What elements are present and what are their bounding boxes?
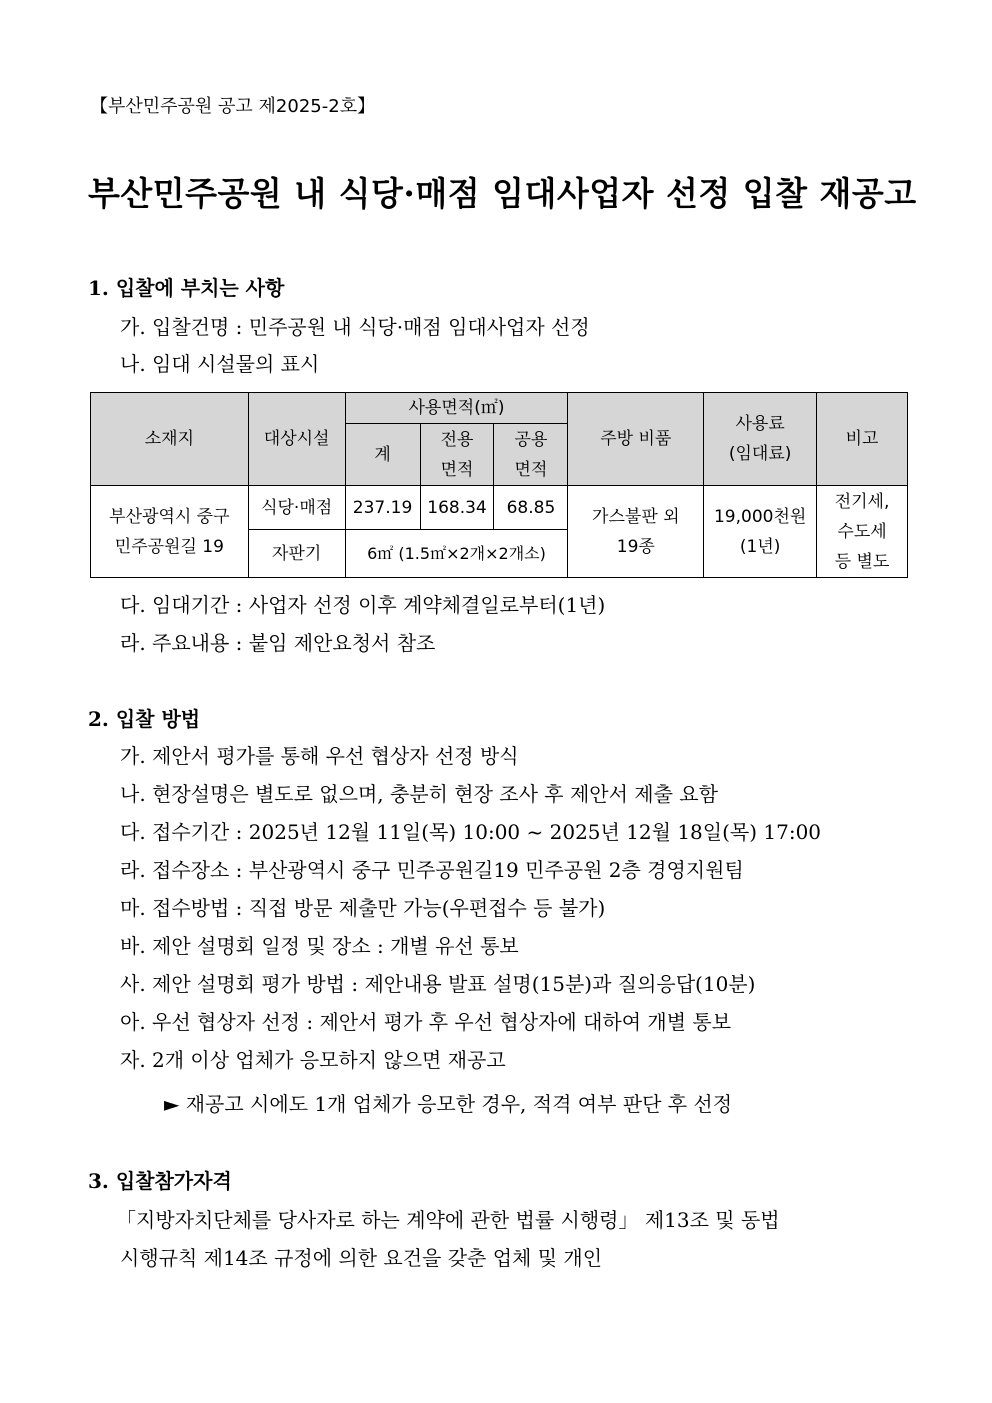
cell-fee <box>704 486 817 578</box>
section1-item-ra: 라. 주요내용 : 붙임 제안요청서 참조 <box>120 631 436 655</box>
section1-item-da: 다. 임대기간 : 사업자 선정 이후 계약체결일로부터(1년) <box>120 593 606 617</box>
cell-fee-line2: (1년) <box>739 536 781 557</box>
section2-item-da: 다. 접수기간 : 2025년 12월 11일(목) 10:00 ~ 2025년 12월 18일(목) 17:00 <box>120 820 822 844</box>
section2-item-ja-note: ► 재공고 시에도 1개 업체가 응모한 경우, 적격 여부 판단 후 선정 <box>164 1092 733 1116</box>
lease-facility-table <box>90 392 908 578</box>
cell-common-area: 68.85 <box>494 486 568 530</box>
page-title: 부산민주공원 내 식당·매점 임대사업자 선정 입찰 재공고 <box>88 174 917 213</box>
notice-number: 【부산민주공원 공고 제2025-2호】 <box>90 96 376 117</box>
cell-note-line2: 수도세 <box>837 521 887 542</box>
cell-kitchen-line2: 19종 <box>616 536 655 557</box>
header-common-line1: 공용 <box>514 429 548 450</box>
section2-item-sa: 사. 제안 설명회 평가 방법 : 제안내용 발표 설명(15분)과 질의응답(10분) <box>120 972 756 996</box>
header-common <box>494 424 568 486</box>
cell-location <box>91 486 249 578</box>
cell-location-line1: 부산광역시 중구 <box>109 506 230 527</box>
cell-note-line3: 등 별도 <box>834 551 890 572</box>
cell-fee-line1: 19,000천원 <box>713 506 807 527</box>
section1-heading: 1. 입찰에 부치는 사항 <box>88 276 285 300</box>
section2-item-na: 나. 현장설명은 별도로 없으며, 충분히 현장 조사 후 제안서 제출 요함 <box>120 782 718 806</box>
header-fee-line1: 사용료 <box>735 414 785 434</box>
section1-item-na: 나. 임대 시설물의 표시 <box>120 352 320 376</box>
header-exclusive-line1: 전용 <box>440 429 474 450</box>
section2-item-ga: 가. 제안서 평가를 통해 우선 협상자 선정 방식 <box>120 744 519 768</box>
header-fee <box>704 393 817 486</box>
header-common-line2: 면적 <box>514 459 548 480</box>
cell-note-line1: 전기세, <box>834 491 890 512</box>
header-fee-line2: (임대료) <box>728 444 792 464</box>
cell-kitchen <box>568 486 704 578</box>
cell-location-line2: 민주공원길 19 <box>114 536 224 557</box>
section2-heading: 2. 입찰 방법 <box>88 707 201 731</box>
header-location: 소재지 <box>91 393 249 486</box>
cell-kitchen-line1: 가스불판 외 <box>592 506 680 527</box>
cell-total-area: 237.19 <box>345 486 420 530</box>
section3-heading: 3. 입찰참가자격 <box>88 1169 232 1193</box>
section2-item-ma: 마. 접수방법 : 직접 방문 제출만 가능(우편접수 등 불가) <box>120 896 606 920</box>
header-total: 계 <box>345 424 420 486</box>
section2-item-a: 아. 우선 협상자 선정 : 제안서 평가 후 우선 협상자에 대하여 개별 통보 <box>120 1010 732 1034</box>
cell-facility-vending: 자판기 <box>248 530 345 578</box>
cell-exclusive-area: 168.34 <box>420 486 494 530</box>
header-exclusive-line2: 면적 <box>440 459 474 480</box>
cell-facility-restaurant: 식당·매점 <box>248 486 345 530</box>
section2-item-ra: 라. 접수장소 : 부산광역시 중구 민주공원길19 민주공원 2층 경영지원팀 <box>120 858 744 882</box>
cell-note <box>817 486 908 578</box>
header-exclusive <box>420 424 494 486</box>
header-note: 비고 <box>817 393 908 486</box>
header-kitchen: 주방 비품 <box>568 393 704 486</box>
section2-item-ba: 바. 제안 설명회 일정 및 장소 : 개별 유선 통보 <box>120 934 519 958</box>
section3-line2: 시행규칙 제14조 규정에 의한 요건을 갖춘 업체 및 개인 <box>120 1246 603 1270</box>
section1-item-ga: 가. 입찰건명 : 민주공원 내 식당·매점 임대사업자 선정 <box>120 315 590 339</box>
section3-line1: 「지방자치단체를 당사자로 하는 계약에 관한 법률 시행령」 제13조 및 동법 <box>116 1208 780 1232</box>
header-facility: 대상시설 <box>248 393 345 486</box>
header-area: 사용면적(㎡) <box>345 393 568 424</box>
section2-item-ja: 자. 2개 이상 업체가 응모하지 않으면 재공고 <box>120 1048 506 1072</box>
cell-vending-area: 6㎡ (1.5㎡×2개×2개소) <box>345 530 568 578</box>
